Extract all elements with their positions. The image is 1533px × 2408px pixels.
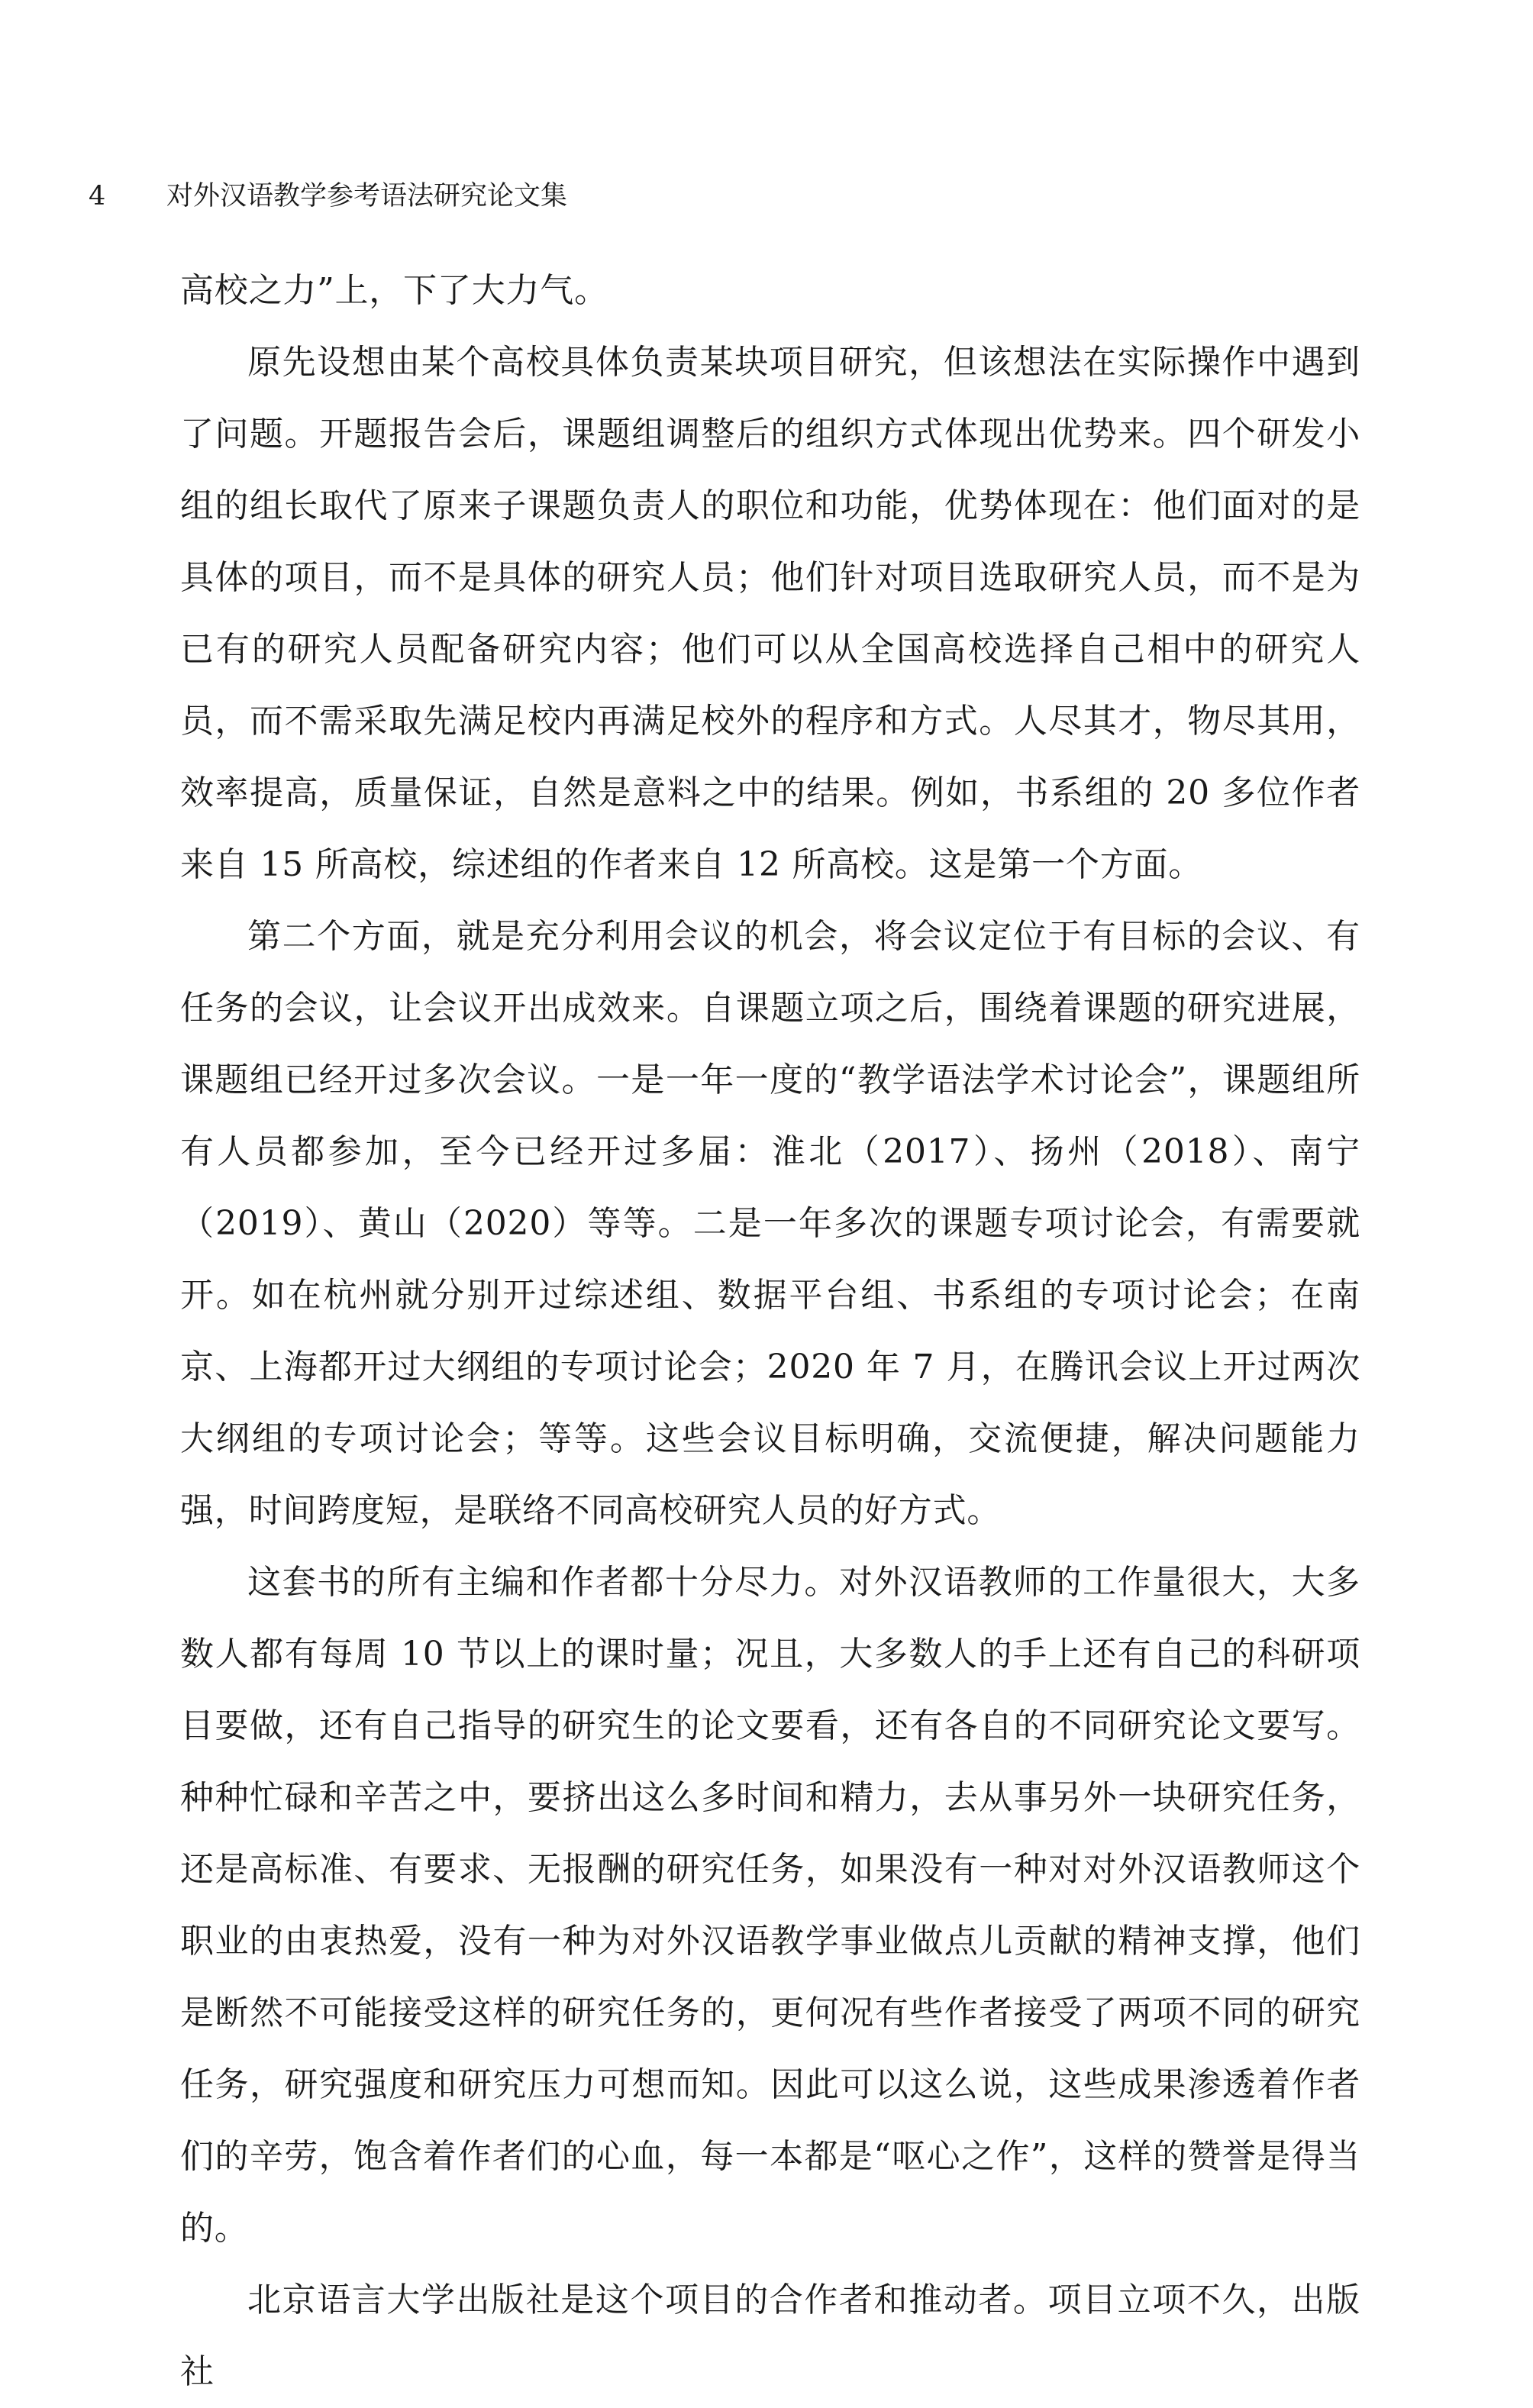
paragraph: 原先设想由某个高校具体负责某块项目研究，但该想法在实际操作中遇到了问题。开题报告会后，课题组调整后的组织方式体现出优势来。四个研发小组的组长取代了原来子课题负责人的职位和功能，优势体现在：他们面对的是具体的项目，而不是具体的研究人员；他们针对项目选取研究人员，而不是为已有的研究人员配备研究内容；他们可以从全国高校选择自己相中的研究人员，而不需采取先满足校内再满足校外的程序和方式。人尽其才，物尽其用，效率提高，质量保证，自然是意料之中的结果。例如，书系组的 20 多位作者来自 15 所高校，综述组的作者来自 12 所高校。这是第一个方面。 [180,343,1360,884]
book-title: 对外汉语教学参考语法研究论文集 [166,181,568,211]
body-text [180,255,1360,2408]
paragraph: 这套书的所有主编和作者都十分尽力。对外汉语教师的工作量很大，大多数人都有每周 10 节以上的课时量；况且，大多数人的手上还有自己的科研项目要做，还有自己指导的研究生的论文要看，还有各自的不同研究论文要写。种种忙碌和辛苦之中，要挤出这么多时间和精力，去从事另外一块研究任务，还是高标准、有要求、无报酬的研究任务，如果没有一种对对外汉语教师这个职业的由衷热爱，没有一种为对外汉语教学事业做点儿贡献的精神支撑，他们是断然不可能接受这样的研究任务的，更何况有些作者接受了两项不同的研究任务，研究强度和研究压力可想而知。因此可以这么说，这些成果渗透着作者们的辛劳，饱含着作者们的心血，每一本都是“呕心之作”，这样的赞誉是得当的。 [180,1563,1360,2248]
paragraph: 北京语言大学出版社是这个项目的合作者和推动者。项目立项不久，出版社 [180,2280,1360,2391]
paragraph: 第二个方面，就是充分利用会议的机会，将会议定位于有目标的会议、有任务的会议，让会议开出成效来。自课题立项之后，围绕着课题的研究进展，课题组已经开过多次会议。一是一年一度的“教学语法学术讨论会”，课题组所有人员都参加，至今已经开过多届：淮北（2017）、扬州（2018）、南宁（2019）、黄山（2020）等等。二是一年多次的课题专项讨论会，有需要就开。如在杭州就分别开过综述组、数据平台组、书系组的专项讨论会；在南京、上海都开过大纲组的专项讨论会；2020 年 7 月，在腾讯会议上开过两次大纲组的专项讨论会；等等。这些会议目标明确，交流便捷，解决问题能力强，时间跨度短，是联络不同高校研究人员的好方式。 [180,917,1360,1530]
page-number: 4 [89,181,106,211]
running-header [89,177,1386,215]
paragraph-continued: 高校之力”上，下了大力气。 [180,271,608,310]
